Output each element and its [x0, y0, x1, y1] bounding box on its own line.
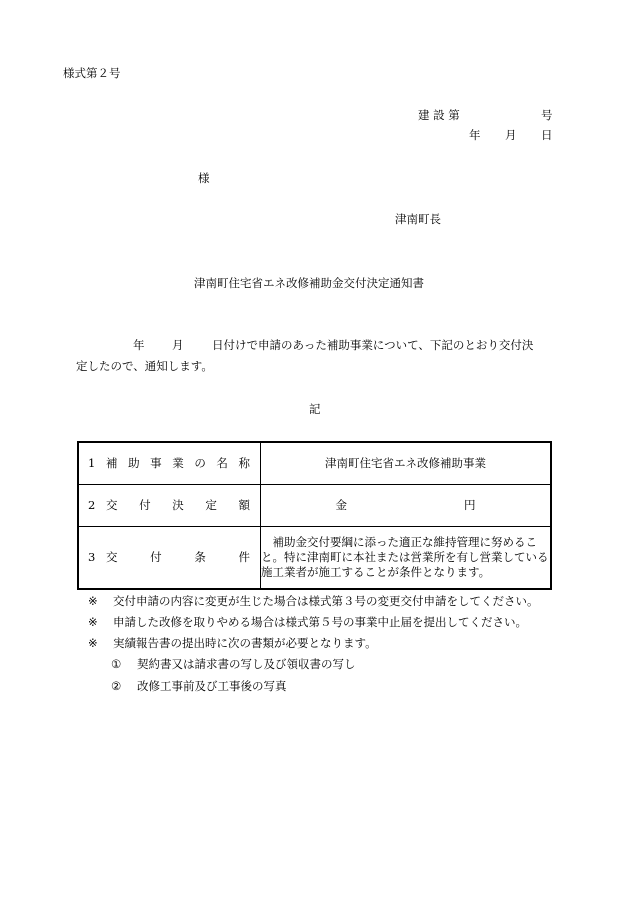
- row1-value: 津南町住宅省エネ改修補助事業: [261, 442, 552, 484]
- form-number: 様式第２号: [63, 66, 121, 80]
- table-row: [78, 484, 551, 526]
- sub-text: 改修工事前及び工事後の写真: [137, 679, 287, 693]
- sub-item: [111, 681, 287, 693]
- row1-label-cell: [78, 442, 261, 484]
- sub-text: 契約書又は請求書の写し及び領収書の写し: [137, 657, 356, 671]
- addressee-suffix: 様: [198, 171, 210, 185]
- row2-number: 2: [88, 498, 96, 512]
- note-mark: ※: [88, 594, 98, 608]
- sub-mark: ①: [111, 657, 122, 671]
- note-text: 交付申請の内容に変更が生じた場合は様式第３号の変更交付申請をしてください。: [113, 594, 539, 608]
- note-item: [88, 617, 527, 629]
- note-text: 申請した改修を取りやめる場合は様式第５号の事業中止届を提出してください。: [113, 615, 527, 629]
- ki-heading: 記: [309, 402, 321, 416]
- table-row: [78, 442, 551, 484]
- note-mark: ※: [88, 636, 98, 650]
- row3-label-cell: [78, 526, 261, 589]
- reference-suffix: 号: [541, 108, 553, 122]
- document-title: 津南町住宅省エネ改修補助金交付決定通知書: [194, 276, 424, 290]
- amount-prefix: 金: [335, 498, 347, 512]
- row1-number: 1: [88, 456, 96, 471]
- sub-item: [111, 659, 356, 671]
- date-month: 月: [505, 128, 517, 142]
- sub-mark: ②: [111, 679, 122, 693]
- note-mark: ※: [88, 615, 98, 629]
- row1-label: 補 助 事 業 の 名 称: [106, 456, 250, 471]
- note-item: [88, 638, 377, 650]
- note-text: 実績報告書の提出時に次の書類が必要となります。: [113, 636, 377, 650]
- row3-value: 補助金交付要綱に添った適正な維持管理に努めること。特に津南町に本社または営業所を有し営業している施工業者が施工することが条件となります。: [261, 526, 552, 589]
- date-day: 日: [541, 128, 553, 142]
- note-item: [88, 596, 539, 608]
- decision-table: [77, 441, 552, 590]
- reference-label: 建 設 第: [418, 108, 460, 122]
- body-line1: 日付けで申請のあった補助事業について、下記のとおり交付決: [212, 338, 534, 352]
- row2-label-cell: [78, 484, 261, 526]
- row3-number: 3: [88, 550, 96, 565]
- row2-value: [261, 484, 552, 526]
- body-line2: 定したので、通知します。: [76, 359, 213, 373]
- amount-suffix: 円: [464, 498, 476, 512]
- body-year: 年: [133, 338, 145, 352]
- date-year: 年: [469, 128, 481, 142]
- row3-label: 交 付 条 件: [106, 550, 250, 565]
- issuer: 津南町長: [395, 212, 441, 226]
- body-month: 月: [172, 338, 184, 352]
- table-row: [78, 526, 551, 589]
- row2-label: 交 付 決 定 額: [106, 498, 250, 512]
